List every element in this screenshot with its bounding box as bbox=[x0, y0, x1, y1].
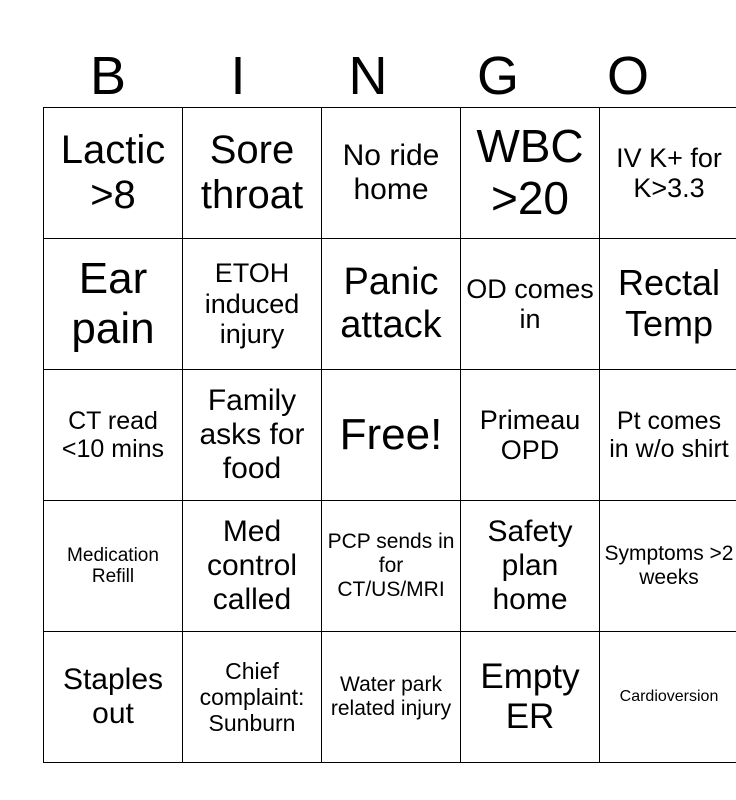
bingo-cell[interactable]: Med control called bbox=[183, 501, 322, 632]
bingo-cell[interactable]: Pt comes in w/o shirt bbox=[600, 370, 736, 501]
bingo-cell[interactable]: Cardioversion bbox=[600, 632, 736, 763]
bingo-cell[interactable]: No ride home bbox=[322, 108, 461, 239]
header-letter-b: B bbox=[89, 46, 127, 106]
bingo-cell[interactable]: Family asks for food bbox=[183, 370, 322, 501]
header-letter-i: I bbox=[230, 46, 246, 106]
bingo-cell[interactable]: Empty ER bbox=[461, 632, 600, 763]
bingo-cell[interactable]: OD comes in bbox=[461, 239, 600, 370]
header-letter-o: O bbox=[606, 46, 649, 106]
board-row-2 bbox=[44, 239, 736, 370]
bingo-cell[interactable]: Sore throat bbox=[183, 108, 322, 239]
header-letter-g: G bbox=[476, 46, 519, 106]
board-row-5 bbox=[44, 632, 736, 763]
bingo-header bbox=[43, 44, 693, 108]
bingo-cell[interactable]: ETOH induced injury bbox=[183, 239, 322, 370]
board-row-3 bbox=[44, 370, 736, 501]
bingo-cell[interactable]: Safety plan home bbox=[461, 501, 600, 632]
bingo-board bbox=[43, 107, 736, 763]
bingo-cell[interactable]: Chief complaint: Sunburn bbox=[183, 632, 322, 763]
bingo-cell[interactable]: Medication Refill bbox=[44, 501, 183, 632]
bingo-cell[interactable]: Primeau OPD bbox=[461, 370, 600, 501]
bingo-cell[interactable]: Staples out bbox=[44, 632, 183, 763]
bingo-cell[interactable]: WBC >20 bbox=[461, 108, 600, 239]
board-row-4 bbox=[44, 501, 736, 632]
bingo-cell[interactable]: PCP sends in for CT/US/MRI bbox=[322, 501, 461, 632]
bingo-free-cell[interactable]: Free! bbox=[322, 370, 461, 501]
header-letter-n: N bbox=[348, 46, 388, 106]
bingo-cell[interactable]: Symptoms >2 weeks bbox=[600, 501, 736, 632]
bingo-cell[interactable]: Ear pain bbox=[44, 239, 183, 370]
bingo-cell[interactable]: IV K+ for K>3.3 bbox=[600, 108, 736, 239]
board-row-1 bbox=[44, 108, 736, 239]
bingo-cell[interactable]: Water park related injury bbox=[322, 632, 461, 763]
bingo-cell[interactable]: Lactic >8 bbox=[44, 108, 183, 239]
bingo-cell[interactable]: CT read <10 mins bbox=[44, 370, 183, 501]
bingo-cell[interactable]: Panic attack bbox=[322, 239, 461, 370]
bingo-cell[interactable]: Rectal Temp bbox=[600, 239, 736, 370]
